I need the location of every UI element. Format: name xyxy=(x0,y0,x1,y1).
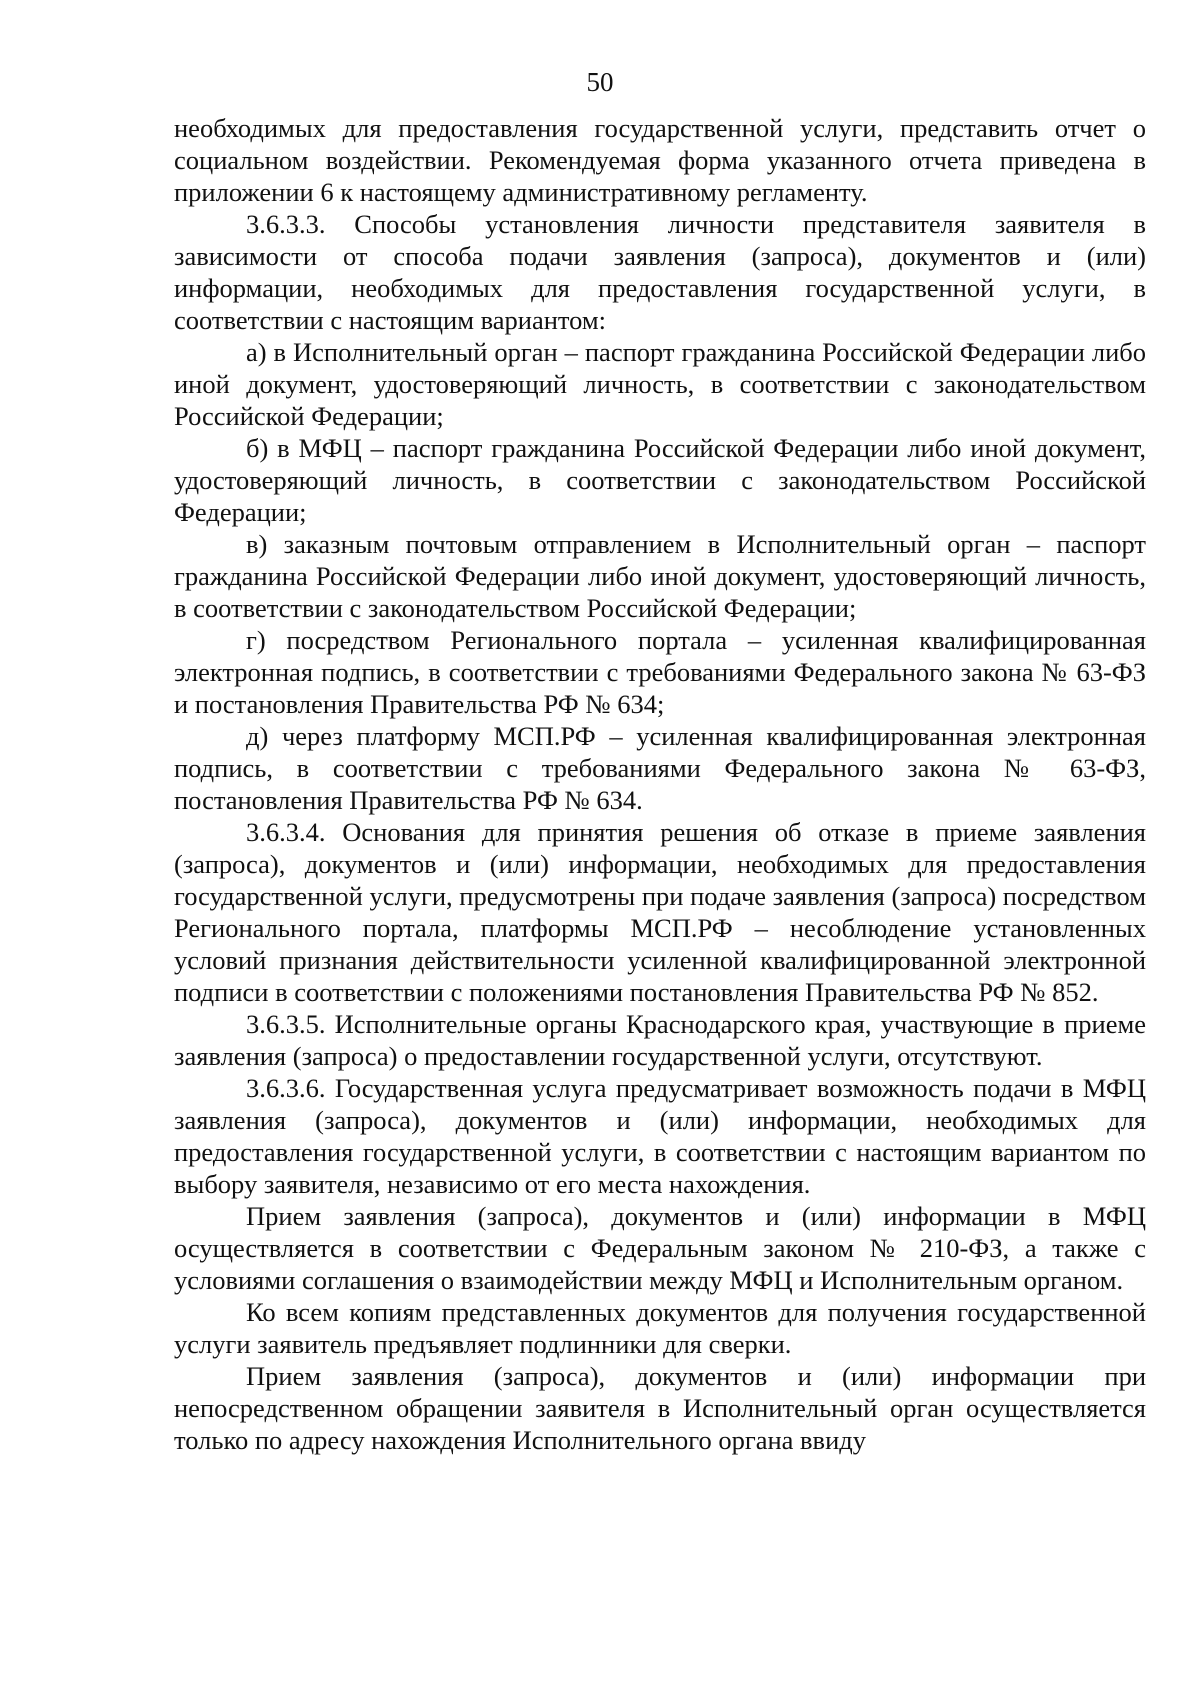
page-number: 50 xyxy=(586,67,614,97)
paragraph-3-6-3-3: 3.6.3.3. Способы установления личности представителя заявителя в зависимости от способа подачи заявления (запроса), документов и (или) информации, необходимых для предоставления государственной услуги, в соответствии с настоящим вариантом: xyxy=(174,209,1146,335)
paragraph-3-6-3-5: 3.6.3.5. Исполнительные органы Краснодарского края, участвующие в приеме заявления (запроса) о предоставлении государственной услуги, отсутствуют. xyxy=(174,1009,1146,1071)
paragraph-document-copies: Ко всем копиям представленных документов для получения государственной услуги заявитель предъявляет подлинники для сверки. xyxy=(174,1297,1146,1359)
paragraph-item-b: б) в МФЦ – паспорт гражданина Российской Федерации либо иной документ, удостоверяющий личность, в соответствии с законодательством Российской Федерации; xyxy=(174,433,1146,527)
paragraph-continuation: необходимых для предоставления государственной услуги, представить отчет о социальном воздействии. Рекомендуемая форма указанного отчета приведена в приложении 6 к настоящему административному регламенту. xyxy=(174,113,1146,207)
paragraph-item-v: в) заказным почтовым отправлением в Исполнительный орган – паспорт гражданина Российской Федерации либо иной документ, удостоверяющий личность, в соответствии с законодательством Российской Федерации; xyxy=(174,529,1146,623)
paragraph-item-a: а) в Исполнительный орган – паспорт гражданина Российской Федерации либо иной документ, удостоверяющий личность, в соответствии с законодательством Российской Федерации; xyxy=(174,337,1146,431)
paragraph-3-6-3-6: 3.6.3.6. Государственная услуга предусматривает возможность подачи в МФЦ заявления (запроса), документов и (или) информации, необходимых для предоставления государственной услуги, в соответствии с настоящим вариантом по выбору заявителя, независимо от его места нахождения. xyxy=(174,1073,1146,1199)
paragraph-item-g: г) посредством Регионального портала – усиленная квалифицированная электронная подпись, в соответствии с требованиями Федерального закона № 63-ФЗ и постановления Правительства РФ № 634; xyxy=(174,625,1146,719)
document-body xyxy=(174,112,1146,1456)
paragraph-direct-appeal: Прием заявления (запроса), документов и (или) информации при непосредственном обращении заявителя в Исполнительный орган осуществляется только по адресу нахождения Исполнительного органа ввиду xyxy=(174,1361,1146,1455)
paragraph-item-d: д) через платформу МСП.РФ – усиленная квалифицированная электронная подпись, в соответствии с требованиями Федерального закона № 63-ФЗ, постановления Правительства РФ № 634. xyxy=(174,721,1146,815)
paragraph-mfc-reception: Прием заявления (запроса), документов и (или) информации в МФЦ осуществляется в соответствии с Федеральным законом № 210-ФЗ, а также с условиями соглашения о взаимодействии между МФЦ и Исполнительным органом. xyxy=(174,1201,1146,1295)
paragraph-3-6-3-4: 3.6.3.4. Основания для принятия решения об отказе в приеме заявления (запроса), документов и (или) информации, необходимых для предоставления государственной услуги, предусмотрены при подаче заявления (запроса) посредством Регионального портала, платформы МСП.РФ – несоблюдение установленных условий признания действительности усиленной квалифицированной электронной подписи в соответствии с положениями постановления Правительства РФ № 852. xyxy=(174,817,1146,1007)
